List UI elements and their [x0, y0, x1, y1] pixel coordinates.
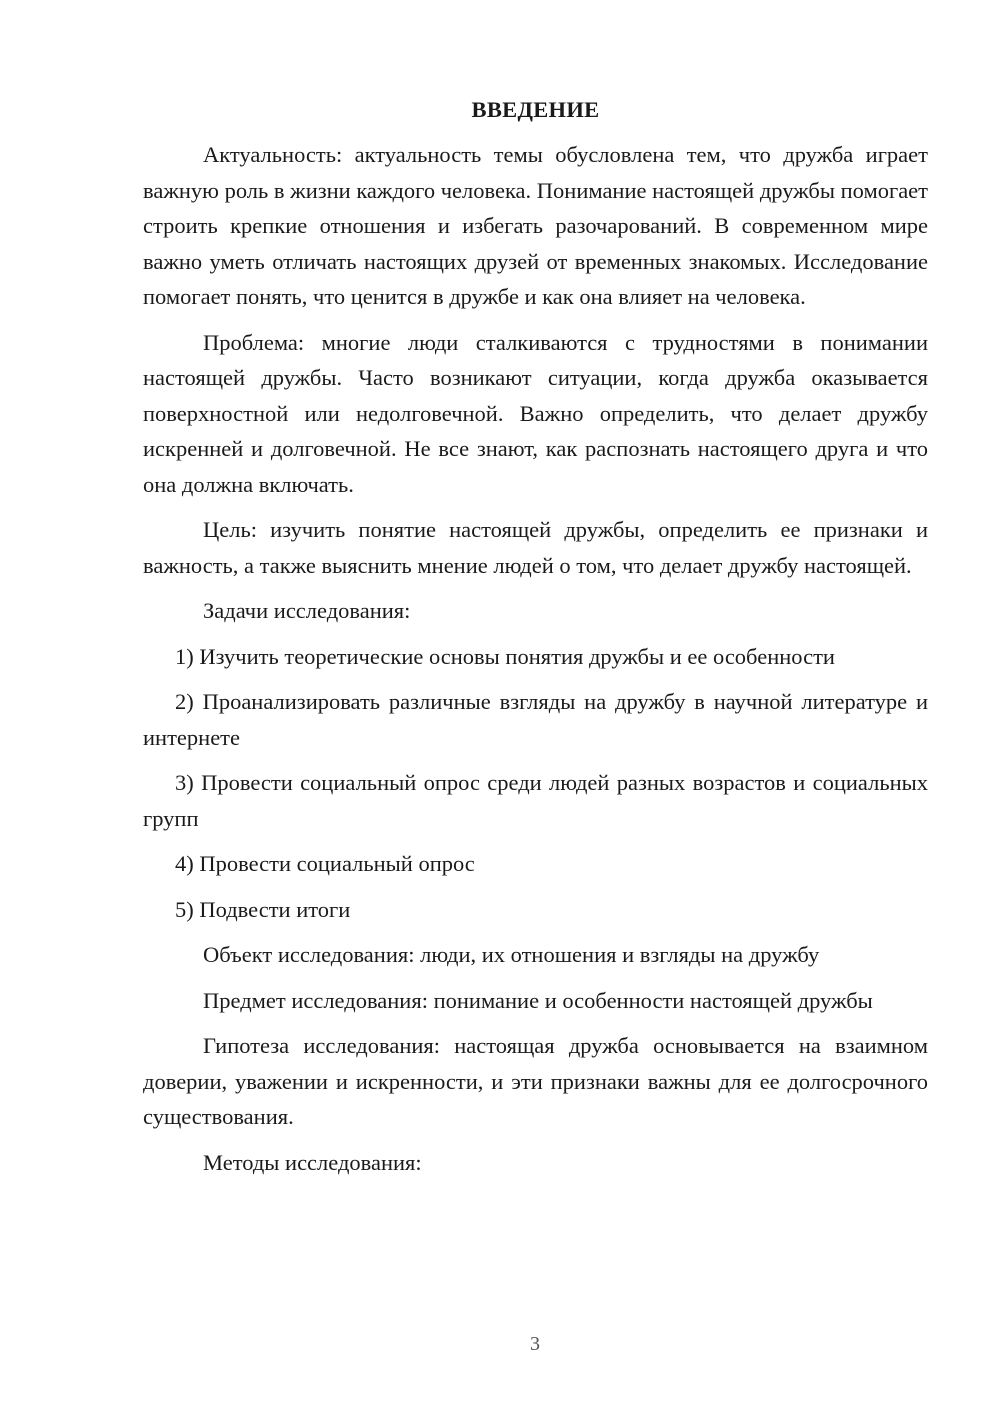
section-title: ВВЕДЕНИЕ: [471, 97, 600, 122]
task-item: 5) Подвести итоги: [175, 896, 351, 922]
subject-paragraph: Предмет исследования: понимание и особенности настоящей дружбы: [203, 987, 873, 1013]
object-paragraph: Объект исследования: люди, их отношения и взгляды на дружбу: [203, 942, 820, 967]
methods-heading: Методы исследования:: [203, 1149, 422, 1175]
task-item: 1) Изучить теоретические основы понятия дружбы и ее особенности: [175, 643, 835, 669]
task-item: 3) Провести социальный опрос среди людей разных возрастов и социальных групп: [143, 770, 928, 831]
hypothesis-paragraph: Гипотеза исследования: настоящая дружба основывается на взаимном доверии, уважении и искренности, и эти признаки важны для ее долгосрочного существования.: [143, 1033, 928, 1129]
tasks-heading: Задачи исследования:: [203, 598, 411, 623]
page-number: 3: [530, 1333, 540, 1355]
task-item: 4) Провести социальный опрос: [175, 851, 475, 876]
document-body: [143, 95, 928, 1190]
relevance-paragraph: Актуальность: актуальность темы обусловлена тем, что дружба играет важную роль в жизни каждого человека. Понимание настоящей дружбы помогает строить крепкие отношения и избегать разочарований. В современном мире важно уметь отличать настоящих друзей от временных знакомых. Исследование помогает понять, что ценится в дружбе и как она влияет на человека.: [143, 142, 929, 309]
problem-paragraph: Проблема: многие люди сталкиваются с трудностями в понимании настоящей дружбы. Часто возникают ситуации, когда дружба оказывается поверхностной или недолговечной. Важно определить, что делает дружбу искренней и долговечной. Не все знают, как распознать настоящего друга и что она должна включать.: [143, 329, 928, 497]
goal-paragraph: Цель: изучить понятие настоящей дружбы, определить ее признаки и важность, а также выяснить мнение людей о том, что делает дружбу настоящей.: [143, 517, 928, 578]
task-item: 2) Проанализировать различные взгляды на дружбу в научной литературе и интернете: [143, 689, 928, 750]
